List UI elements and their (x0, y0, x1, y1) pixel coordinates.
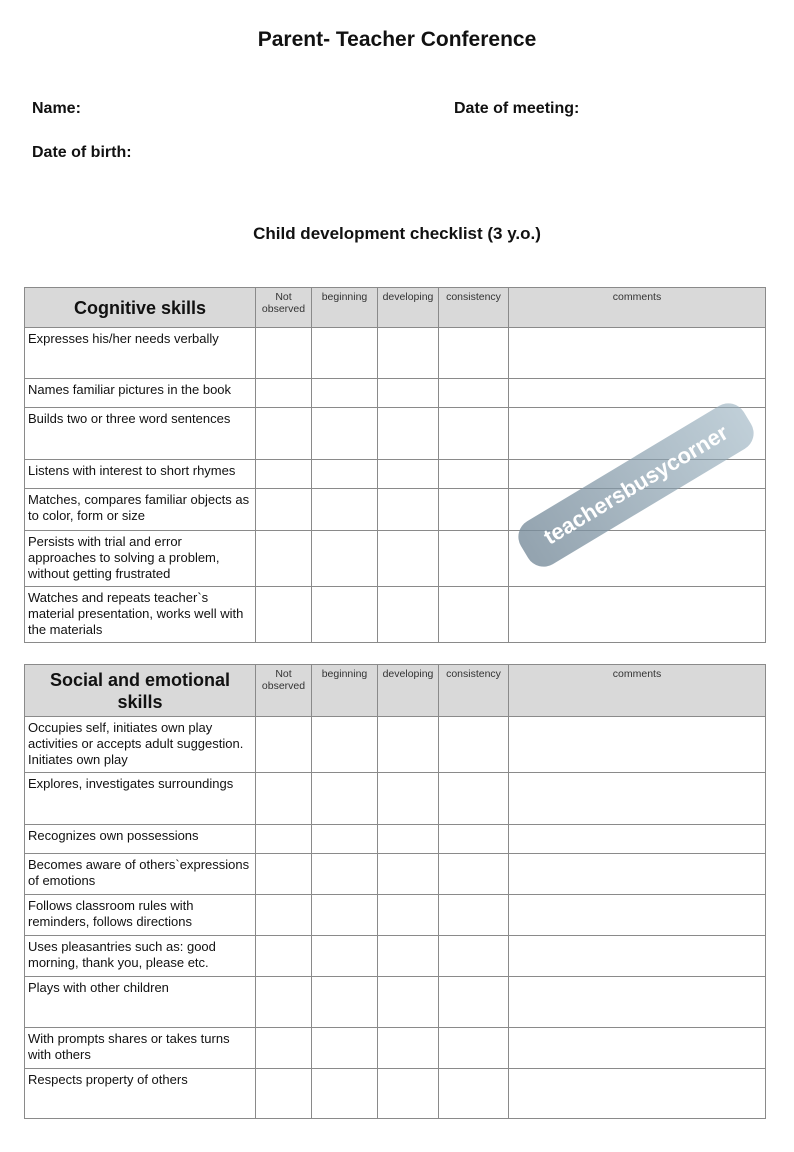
table-row (25, 587, 766, 643)
section-title: Social and emotional skills (25, 665, 256, 717)
rating-cell[interactable] (256, 717, 312, 773)
skill-label: Uses pleasantries such as: good morning, thank you, please etc. (25, 936, 256, 977)
rating-cell[interactable] (509, 587, 766, 643)
rating-cell[interactable] (439, 408, 509, 460)
table-row (25, 460, 766, 489)
skill-label: Names familiar pictures in the book (25, 379, 256, 408)
rating-cell[interactable] (439, 531, 509, 587)
date-of-birth-label: Date of birth: (32, 144, 132, 161)
rating-cell[interactable] (509, 977, 766, 1028)
rating-cell[interactable] (312, 587, 378, 643)
rating-cell[interactable] (378, 717, 439, 773)
rating-cell[interactable] (439, 825, 509, 854)
table-row (25, 408, 766, 460)
rating-cell[interactable] (439, 489, 509, 531)
rating-cell[interactable] (256, 408, 312, 460)
rating-cell[interactable] (312, 408, 378, 460)
rating-cell[interactable] (378, 489, 439, 531)
rating-cell[interactable] (312, 1069, 378, 1119)
skill-label: Recognizes own possessions (25, 825, 256, 854)
table-row (25, 977, 766, 1028)
rating-cell[interactable] (256, 1069, 312, 1119)
rating-cell[interactable] (256, 936, 312, 977)
column-header: consistency (439, 288, 509, 328)
skill-label: With prompts shares or takes turns with others (25, 1028, 256, 1069)
table-row (25, 936, 766, 977)
rating-cell[interactable] (509, 531, 766, 587)
skill-label: Respects property of others (25, 1069, 256, 1119)
rating-cell[interactable] (439, 717, 509, 773)
rating-cell[interactable] (439, 854, 509, 895)
rating-cell[interactable] (256, 1028, 312, 1069)
rating-cell[interactable] (509, 773, 766, 825)
rating-cell[interactable] (312, 717, 378, 773)
column-header: comments (509, 288, 766, 328)
rating-cell[interactable] (439, 1028, 509, 1069)
cognitive-skills-table (24, 287, 766, 643)
rating-cell[interactable] (312, 936, 378, 977)
rating-cell[interactable] (378, 531, 439, 587)
rating-cell[interactable] (378, 895, 439, 936)
rating-cell[interactable] (509, 1069, 766, 1119)
rating-cell[interactable] (256, 531, 312, 587)
rating-cell[interactable] (509, 854, 766, 895)
rating-cell[interactable] (378, 773, 439, 825)
rating-cell[interactable] (509, 408, 766, 460)
rating-cell[interactable] (312, 1028, 378, 1069)
rating-cell[interactable] (256, 328, 312, 379)
table-row (25, 717, 766, 773)
rating-cell[interactable] (256, 977, 312, 1028)
rating-cell[interactable] (378, 328, 439, 379)
skill-label: Listens with interest to short rhymes (25, 460, 256, 489)
table-row (25, 854, 766, 895)
rating-cell[interactable] (256, 895, 312, 936)
rating-cell[interactable] (312, 825, 378, 854)
skill-label: Persists with trial and error approaches to solving a problem, without getting frustrated (25, 531, 256, 587)
rating-cell[interactable] (256, 489, 312, 531)
column-header: beginning (312, 665, 378, 717)
column-header: comments (509, 665, 766, 717)
rating-cell[interactable] (378, 587, 439, 643)
column-header: developing (378, 288, 439, 328)
rating-cell[interactable] (439, 587, 509, 643)
table-row (25, 825, 766, 854)
name-label: Name: (32, 100, 81, 117)
rating-cell[interactable] (378, 854, 439, 895)
rating-cell[interactable] (312, 328, 378, 379)
skill-label: Follows classroom rules with reminders, follows directions (25, 895, 256, 936)
table-row (25, 1069, 766, 1119)
rating-cell[interactable] (312, 489, 378, 531)
column-header: Not observed (256, 665, 312, 717)
rating-cell[interactable] (256, 587, 312, 643)
rating-cell[interactable] (312, 531, 378, 587)
rating-cell[interactable] (439, 460, 509, 489)
rating-cell[interactable] (378, 825, 439, 854)
rating-cell[interactable] (509, 895, 766, 936)
skill-label: Expresses his/her needs verbally (25, 328, 256, 379)
rating-cell[interactable] (509, 936, 766, 977)
skill-label: Matches, compares familiar objects as to color, form or size (25, 489, 256, 531)
column-header: consistency (439, 665, 509, 717)
watermark: teachersbusycorner (512, 397, 761, 574)
rating-cell[interactable] (509, 1028, 766, 1069)
date-of-meeting-label: Date of meeting: (454, 100, 580, 117)
section-title: Cognitive skills (25, 288, 256, 328)
rating-cell[interactable] (312, 895, 378, 936)
page-title: Parent- Teacher Conference (257, 28, 537, 51)
rating-cell[interactable] (378, 936, 439, 977)
table-row (25, 489, 766, 531)
table-row (25, 328, 766, 379)
rating-cell[interactable] (509, 825, 766, 854)
skill-label: Watches and repeats teacher`s material presentation, works well with the materials (25, 587, 256, 643)
table-row (25, 895, 766, 936)
rating-cell[interactable] (439, 379, 509, 408)
column-header: beginning (312, 288, 378, 328)
rating-cell[interactable] (439, 936, 509, 977)
rating-cell[interactable] (509, 328, 766, 379)
skill-label: Plays with other children (25, 977, 256, 1028)
checklist-subtitle: Child development checklist (3 y.o.) (253, 224, 541, 243)
table-row (25, 379, 766, 408)
rating-cell[interactable] (378, 1028, 439, 1069)
social-emotional-skills-table (24, 664, 766, 1119)
table-row (25, 531, 766, 587)
rating-cell[interactable] (312, 854, 378, 895)
skill-label: Becomes aware of others`expressions of emotions (25, 854, 256, 895)
skill-label: Explores, investigates surroundings (25, 773, 256, 825)
rating-cell[interactable] (378, 379, 439, 408)
rating-cell[interactable] (378, 408, 439, 460)
column-header: developing (378, 665, 439, 717)
skill-label: Occupies self, initiates own play activities or accepts adult suggestion. Initiates own play (25, 717, 256, 773)
rating-cell[interactable] (256, 379, 312, 408)
rating-cell[interactable] (256, 460, 312, 489)
rating-cell[interactable] (439, 1069, 509, 1119)
rating-cell[interactable] (312, 379, 378, 408)
table-row (25, 773, 766, 825)
rating-cell[interactable] (509, 489, 766, 531)
table-row (25, 1028, 766, 1069)
skill-label: Builds two or three word sentences (25, 408, 256, 460)
rating-cell[interactable] (256, 773, 312, 825)
rating-cell[interactable] (312, 977, 378, 1028)
rating-cell[interactable] (256, 825, 312, 854)
rating-cell[interactable] (378, 977, 439, 1028)
rating-cell[interactable] (439, 895, 509, 936)
rating-cell[interactable] (509, 460, 766, 489)
rating-cell[interactable] (439, 977, 509, 1028)
rating-cell[interactable] (509, 379, 766, 408)
rating-cell[interactable] (509, 717, 766, 773)
rating-cell[interactable] (439, 773, 509, 825)
column-header: Not observed (256, 288, 312, 328)
rating-cell[interactable] (378, 460, 439, 489)
rating-cell[interactable] (312, 773, 378, 825)
rating-cell[interactable] (312, 460, 378, 489)
rating-cell[interactable] (256, 854, 312, 895)
rating-cell[interactable] (439, 328, 509, 379)
rating-cell[interactable] (378, 1069, 439, 1119)
